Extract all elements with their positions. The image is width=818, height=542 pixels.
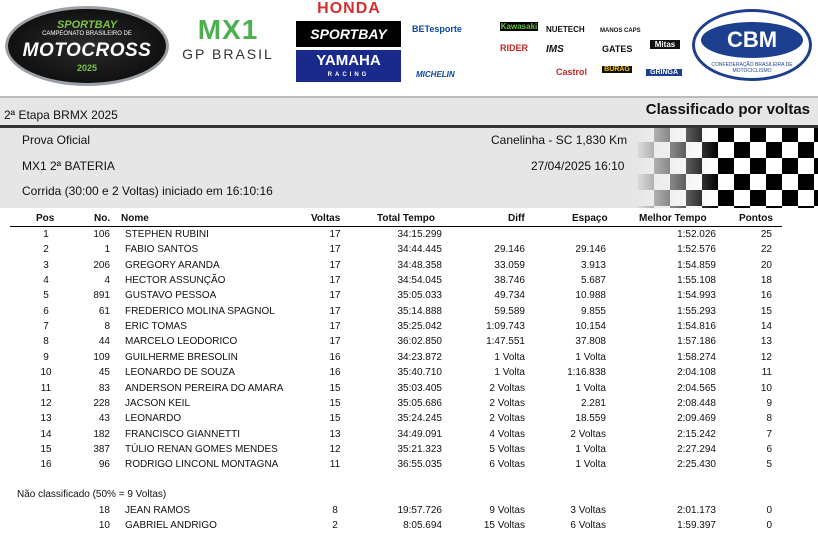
cell-pos: 10 bbox=[40, 367, 52, 379]
cell-laps: 11 bbox=[329, 459, 341, 471]
col-header-best: Melhor Tempo bbox=[639, 213, 707, 224]
cell-no: 1 bbox=[104, 244, 110, 256]
manos-caps-logo: MANOS CAPS bbox=[600, 28, 641, 34]
cell-points: 13 bbox=[760, 336, 772, 348]
cell-name: LEONARDO bbox=[125, 413, 182, 425]
cell-points: 8 bbox=[766, 413, 772, 425]
cell-best: 1:58.274 bbox=[677, 351, 716, 363]
cell-points: 18 bbox=[760, 275, 772, 287]
col-header-pos: Pos bbox=[36, 213, 55, 224]
cell-gap: 1 Volta bbox=[575, 459, 606, 471]
cell-best: 2:27.294 bbox=[677, 443, 716, 455]
ims-logo: IMS bbox=[546, 44, 564, 55]
table-header-rule bbox=[10, 226, 782, 227]
cell-best: 1:57.186 bbox=[677, 336, 716, 348]
cell-pos: 1 bbox=[43, 229, 49, 240]
cell-best: 2:15.242 bbox=[677, 428, 716, 440]
cell-no: 45 bbox=[98, 367, 110, 379]
cell-no: 44 bbox=[98, 336, 110, 348]
cell-laps: 2 bbox=[332, 520, 338, 532]
cell-diff: 15 Voltas bbox=[483, 520, 525, 532]
col-header-points: Pontos bbox=[739, 213, 773, 224]
cell-pos: 7 bbox=[43, 321, 49, 333]
cell-laps: 17 bbox=[329, 336, 341, 348]
cell-laps: 16 bbox=[329, 367, 341, 379]
cell-pos: 5 bbox=[43, 290, 49, 302]
cell-pos: 16 bbox=[40, 459, 52, 471]
cell-name: FABIO SANTOS bbox=[125, 244, 199, 256]
cell-diff: 1 Volta bbox=[494, 351, 525, 363]
cell-no: 891 bbox=[93, 290, 110, 302]
cell-diff: 59.589 bbox=[494, 305, 525, 317]
cell-laps: 17 bbox=[329, 275, 341, 287]
cell-name: FREDERICO MOLINA SPAGNOL bbox=[125, 305, 275, 317]
cell-name: LEONARDO DE SOUZA bbox=[125, 367, 236, 379]
cell-laps: 17 bbox=[329, 290, 341, 302]
cell-no: 43 bbox=[98, 413, 110, 425]
cell-gap: 18.559 bbox=[575, 413, 606, 425]
cell-points: 14 bbox=[760, 321, 772, 333]
cell-best: 2:04.108 bbox=[677, 367, 716, 379]
rider-logo: RIDER bbox=[500, 43, 529, 53]
cell-diff: 38.746 bbox=[494, 275, 525, 287]
sponsor-banner bbox=[0, 0, 818, 92]
cell-pos: 2 bbox=[43, 244, 49, 256]
cell-laps: 8 bbox=[332, 505, 338, 516]
cell-pos: 12 bbox=[40, 397, 52, 409]
race-datetime: 27/04/2025 16:10 bbox=[531, 159, 625, 173]
cell-gap: 10.154 bbox=[575, 321, 606, 333]
cell-laps: 17 bbox=[329, 321, 341, 333]
cell-name: GUSTAVO PESSOA bbox=[125, 290, 217, 302]
cell-points: 15 bbox=[760, 305, 772, 317]
cell-name: GREGORY ARANDA bbox=[125, 259, 220, 271]
cell-pos: 6 bbox=[43, 305, 49, 317]
cell-diff: 2 Voltas bbox=[489, 397, 525, 409]
cell-points: 25 bbox=[760, 229, 772, 240]
cell-no: 106 bbox=[93, 229, 110, 240]
cell-diff: 5 Voltas bbox=[489, 443, 525, 455]
cell-pos: 13 bbox=[40, 413, 52, 425]
cell-gap: 1:16.838 bbox=[567, 367, 606, 379]
cell-name: ERIC TOMAS bbox=[125, 321, 187, 333]
col-header-laps: Voltas bbox=[311, 213, 341, 224]
logo-top-text: SPORTBAY bbox=[56, 19, 118, 31]
race-category: MX1 2ª BATERIA bbox=[22, 159, 115, 173]
cell-gap: 9.855 bbox=[580, 305, 606, 317]
logo-sub-text: CAMPEONATO BRASILEIRO DE bbox=[42, 31, 132, 37]
cell-total: 35:40.710 bbox=[397, 367, 442, 379]
cell-name: STEPHEN RUBINI bbox=[125, 229, 209, 240]
cell-points: 0 bbox=[766, 520, 772, 532]
cell-gap: 1 Volta bbox=[575, 351, 606, 363]
cell-best: 1:52.576 bbox=[677, 244, 716, 256]
cell-best: 1:55.108 bbox=[677, 275, 716, 287]
cell-points: 12 bbox=[760, 351, 772, 363]
cell-name: RODRIGO LINCONL MONTAGNA bbox=[125, 459, 279, 471]
cell-total: 35:05.033 bbox=[397, 290, 442, 302]
yamaha-logo bbox=[296, 50, 401, 82]
cell-diff: 4 Voltas bbox=[489, 428, 525, 440]
cell-best: 2:09.469 bbox=[677, 413, 716, 425]
cell-laps: 12 bbox=[329, 443, 341, 455]
cell-laps: 17 bbox=[329, 259, 341, 271]
cell-total: 34:23.872 bbox=[397, 351, 442, 363]
cell-total: 35:21.323 bbox=[397, 443, 442, 455]
cell-best: 1:54.993 bbox=[677, 290, 716, 302]
cell-points: 10 bbox=[760, 382, 772, 394]
michelin-logo: MICHELIN bbox=[416, 70, 455, 79]
mitas-logo: Mitas bbox=[650, 40, 680, 49]
cell-no: 96 bbox=[98, 459, 110, 471]
cell-no: 10 bbox=[98, 520, 110, 532]
cell-gap: 1 Volta bbox=[575, 443, 606, 455]
campeonato-logo bbox=[5, 6, 169, 86]
cbm-logo-sub: CONFEDERAÇÃO BRASILEIRA DE MOTOCICLISMO bbox=[711, 62, 793, 74]
cell-total: 34:54.045 bbox=[397, 275, 442, 287]
checkered-flag-fade bbox=[638, 126, 818, 208]
col-header-name: Nome bbox=[121, 213, 149, 224]
cell-total: 35:05.686 bbox=[397, 397, 442, 409]
cell-name: JEAN RAMOS bbox=[125, 505, 191, 516]
cell-points: 16 bbox=[760, 290, 772, 302]
cell-total: 35:24.245 bbox=[397, 413, 442, 425]
cell-name: FRANCISCO GIANNETTI bbox=[125, 428, 241, 440]
cell-best: 1:55.293 bbox=[677, 305, 716, 317]
cell-diff: 1 Volta bbox=[494, 367, 525, 379]
cell-gap: 10.988 bbox=[575, 290, 606, 302]
logo-title-text: MOTOCROSS bbox=[22, 40, 152, 61]
cell-gap: 3.913 bbox=[580, 259, 606, 271]
cell-laps: 15 bbox=[329, 413, 341, 425]
cell-total: 35:03.405 bbox=[397, 382, 442, 394]
cell-laps: 15 bbox=[329, 382, 341, 394]
cell-pos: 11 bbox=[40, 382, 52, 394]
stage-title: 2ª Etapa BRMX 2025 bbox=[4, 108, 118, 122]
cell-total: 19:57.726 bbox=[397, 505, 442, 516]
cell-name: TÚLIO RENAN GOMES MENDES bbox=[125, 443, 278, 455]
cell-diff: 29.146 bbox=[494, 244, 525, 256]
mx1-logo-sub: GP BRASIL bbox=[182, 46, 274, 62]
nuetech-logo: NUETECH bbox=[546, 25, 585, 34]
sportbay-logo: SPORTBAY bbox=[296, 21, 401, 47]
cell-best: 1:54.859 bbox=[677, 259, 716, 271]
cell-name: JACSON KEIL bbox=[125, 397, 191, 409]
cell-diff: 2 Voltas bbox=[489, 413, 525, 425]
cbm-logo-title: CBM bbox=[701, 22, 803, 58]
gringa-logo: GRINGA bbox=[646, 69, 682, 76]
cell-no: 83 bbox=[98, 382, 110, 394]
cell-diff: 6 Voltas bbox=[489, 459, 525, 471]
cell-points: 11 bbox=[761, 367, 772, 379]
cell-best: 2:04.565 bbox=[677, 382, 716, 394]
cell-diff: 1:09.743 bbox=[486, 321, 525, 333]
cell-pos: 9 bbox=[43, 351, 49, 363]
cell-diff: 9 Voltas bbox=[489, 505, 525, 516]
event-type: Prova Oficial bbox=[22, 133, 91, 147]
cell-no: 228 bbox=[93, 397, 110, 409]
cell-gap: 29.146 bbox=[575, 244, 606, 256]
cell-laps: 17 bbox=[329, 305, 341, 317]
event-location: Canelinha - SC 1,830 Km bbox=[491, 133, 628, 147]
cell-name: GUILHERME BRESOLIN bbox=[125, 351, 238, 363]
cell-name: MARCELO LEODORICO bbox=[125, 336, 238, 348]
header-divider bbox=[0, 125, 818, 128]
cell-total: 35:14.888 bbox=[397, 305, 442, 317]
race-info: Corrida (30:00 e 2 Voltas) iniciado em 16:10:16 bbox=[22, 184, 273, 198]
cell-diff: 49.734 bbox=[494, 290, 525, 302]
logo-year-text: 2025 bbox=[76, 63, 98, 73]
cell-total: 34:48.358 bbox=[397, 259, 442, 271]
castrol-logo: Castrol bbox=[556, 67, 588, 77]
cell-laps: 17 bbox=[329, 244, 341, 256]
cell-points: 9 bbox=[766, 397, 772, 409]
cell-best: 2:01.173 bbox=[677, 505, 716, 516]
honda-logo: HONDA bbox=[317, 0, 381, 17]
cell-points: 20 bbox=[760, 259, 772, 271]
cell-name: ANDERSON PEREIRA DO AMARA bbox=[125, 382, 284, 394]
cell-pos: 15 bbox=[40, 443, 52, 455]
cell-gap: 2 Voltas bbox=[570, 428, 606, 440]
cell-pos: 8 bbox=[43, 336, 49, 348]
yamaha-logo-sub: RACING bbox=[327, 72, 370, 78]
cell-no: 61 bbox=[98, 305, 110, 317]
cell-pos: 14 bbox=[40, 428, 52, 440]
yamaha-logo-title: YAMAHA bbox=[316, 52, 381, 69]
kawasaki-logo: Kawasaki bbox=[500, 22, 538, 31]
cell-points: 6 bbox=[766, 443, 772, 455]
col-header-no: No. bbox=[94, 213, 111, 224]
cell-best: 2:08.448 bbox=[677, 397, 716, 409]
cell-gap: 6 Voltas bbox=[570, 520, 606, 532]
not-classified-label: Não classificado (50% = 9 Voltas) bbox=[17, 489, 167, 500]
cell-points: 0 bbox=[766, 505, 772, 516]
cell-diff: 2 Voltas bbox=[489, 382, 525, 394]
gates-logo: GATES bbox=[602, 44, 633, 54]
cell-diff: 1:47.551 bbox=[486, 336, 525, 348]
cell-no: 182 bbox=[93, 428, 110, 440]
cell-no: 109 bbox=[93, 351, 110, 363]
cell-total: 34:15.299 bbox=[397, 229, 442, 240]
burag-logo: BURAG bbox=[602, 66, 632, 73]
cell-total: 8:05.694 bbox=[403, 520, 442, 532]
cell-best: 1:59.397 bbox=[677, 520, 716, 532]
col-header-diff: Diff bbox=[508, 213, 525, 224]
cell-best: 2:25.430 bbox=[677, 459, 716, 471]
cell-gap: 5.687 bbox=[580, 275, 606, 287]
cell-laps: 15 bbox=[329, 397, 341, 409]
cell-best: 1:52.026 bbox=[677, 229, 716, 240]
cell-total: 36:02.850 bbox=[397, 336, 442, 348]
cell-points: 7 bbox=[766, 428, 772, 440]
cell-no: 387 bbox=[93, 443, 110, 455]
cell-name: HECTOR ASSUNÇÃO bbox=[125, 275, 226, 287]
mx1-logo-title: MX1 bbox=[197, 14, 259, 45]
cell-name: GABRIEL ANDRIGO bbox=[125, 520, 217, 532]
cbm-logo bbox=[692, 9, 812, 81]
cell-total: 35:25.042 bbox=[397, 321, 442, 333]
cell-laps: 13 bbox=[329, 428, 341, 440]
cell-total: 36:55.035 bbox=[397, 459, 442, 471]
cell-no: 206 bbox=[93, 259, 110, 271]
betesporte-logo: BETesporte bbox=[412, 24, 462, 34]
cell-points: 5 bbox=[766, 459, 772, 471]
cell-gap: 3 Voltas bbox=[570, 505, 606, 516]
classification-title: Classificado por voltas bbox=[645, 101, 810, 118]
cell-points: 22 bbox=[760, 244, 772, 256]
cell-pos: 3 bbox=[43, 259, 49, 271]
cell-gap: 2.281 bbox=[580, 397, 606, 409]
cell-best: 1:54.816 bbox=[677, 321, 716, 333]
cell-gap: 1 Volta bbox=[575, 382, 606, 394]
cell-total: 34:44.445 bbox=[397, 244, 442, 256]
cell-no: 4 bbox=[104, 275, 110, 287]
cell-diff: 33.059 bbox=[494, 259, 525, 271]
cell-gap: 37.808 bbox=[575, 336, 606, 348]
cell-laps: 17 bbox=[329, 229, 341, 240]
cell-laps: 16 bbox=[329, 351, 341, 363]
col-header-gap: Espaço bbox=[572, 213, 608, 224]
cell-pos: 4 bbox=[43, 275, 49, 287]
cell-no: 8 bbox=[104, 321, 110, 333]
cell-no: 18 bbox=[98, 505, 110, 516]
cell-total: 34:49.091 bbox=[397, 428, 442, 440]
mx1-gp-logo bbox=[176, 14, 280, 74]
col-header-total: Total Tempo bbox=[377, 213, 435, 224]
